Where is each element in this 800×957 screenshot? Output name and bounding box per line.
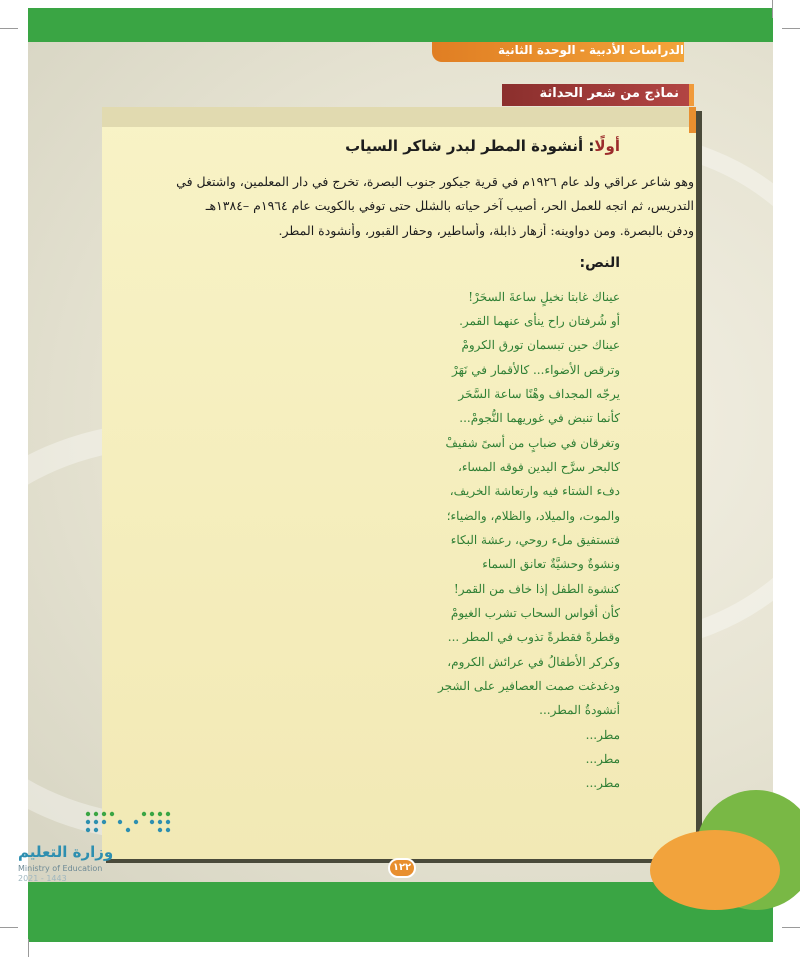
poem-line: وتغرقان في ضبابٍ من أسىً شفيفْ <box>445 436 620 450</box>
unit-tab <box>432 42 684 62</box>
poem-heading <box>345 137 620 155</box>
poem-line: مطر... <box>585 776 620 790</box>
crop-mark <box>782 28 800 29</box>
poem-line: مطر... <box>585 728 620 742</box>
crop-mark <box>0 28 18 29</box>
heading-separator: : <box>583 137 595 155</box>
poem-line: وقطرةً فقطرةً تذوب في المطر ... <box>447 630 620 644</box>
poem-line: ونشوةٌ وحشيَّةٌ تعانق السماء <box>482 557 620 571</box>
heading-title: أنشودة المطر لبدر شاكر السياب <box>345 137 584 155</box>
crop-mark <box>782 927 800 928</box>
card-accent <box>689 107 696 133</box>
poem-line: مطر... <box>585 752 620 766</box>
card-top-band <box>102 107 696 127</box>
heading-prefix: أولًا <box>594 137 620 155</box>
crop-mark <box>0 927 18 928</box>
poem-line: دفء الشتاء فيه وارتعاشة الخريف، <box>449 484 620 498</box>
poem-line: كالبحر سرَّح اليدين فوقه المساء، <box>458 460 620 474</box>
poem-line: والموت، والميلاد، والظلام، والضياء؛ <box>446 509 620 523</box>
poem-line: عيناك حين تبسمان تورق الكرومْ <box>461 338 620 352</box>
ministry-year: 2021 - 1443 <box>18 874 67 883</box>
corner-decoration <box>650 830 780 910</box>
poem-line: كأنما تنبض في غوريهما النُّجومْ... <box>459 411 620 425</box>
top-green-band <box>28 8 773 42</box>
crop-mark <box>28 939 29 957</box>
crop-mark <box>772 0 773 18</box>
section-title: نماذج من شعر الحداثة <box>539 86 679 101</box>
text-label: النص: <box>579 255 620 271</box>
poem-line: فتستفيق ملء روحي، رعشة البكاء <box>450 533 620 547</box>
poem-line: ودغدغت صمت العصافير على الشجر <box>438 679 620 693</box>
bio-line: وهو شاعر عراقي ولد عام ١٩٢٦م في قرية جيكور جنوب البصرة، تخرج في دار المعلمين، واشتغل في <box>176 174 694 189</box>
page-number: ١٢٢ <box>388 858 416 878</box>
ministry-name-arabic: وزارة التعليم <box>18 843 114 861</box>
poem-line: وكركر الأطفالُ في عرائش الكروم، <box>447 655 620 669</box>
poem-line: يرجّه المجداف وهْنًا ساعة السَّحَر <box>458 387 620 401</box>
poem-line: عيناك غابتا نخيلٍ ساعةَ السحَرْ! <box>468 290 620 304</box>
poem-line: أو شُرفتان راح ينأى عنهما القمر. <box>459 314 620 328</box>
section-title-bar <box>502 84 694 106</box>
content-card <box>102 107 696 859</box>
ministry-name-english: Ministry of Education <box>18 864 103 873</box>
poem-line: كنشوة الطفل إذا خاف من القمر! <box>453 582 620 596</box>
unit-label: الدراسات الأدبية - الوحدة الثانية <box>497 43 684 57</box>
poem-line: أنشودةُ المطر... <box>539 703 620 717</box>
poem-line: وترقص الأضواء... كالأقمار في نَهَرْ <box>451 363 620 377</box>
bio-line: التدريس، ثم اتجه للعمل الحر، أصيب آخر حياته بالشلل حتى توفي بالكويت عام ١٩٦٤م –١٣٨٤هـ <box>205 198 694 213</box>
poem-line: كأن أقواس السحاب تشرب الغيومْ <box>450 606 620 620</box>
ministry-logo-icon <box>80 806 176 838</box>
bio-line: ودفن بالبصرة. ومن دواوينه: أزهار ذابلة، وأساطير، وحفار القبور، وأنشودة المطر. <box>278 223 694 238</box>
